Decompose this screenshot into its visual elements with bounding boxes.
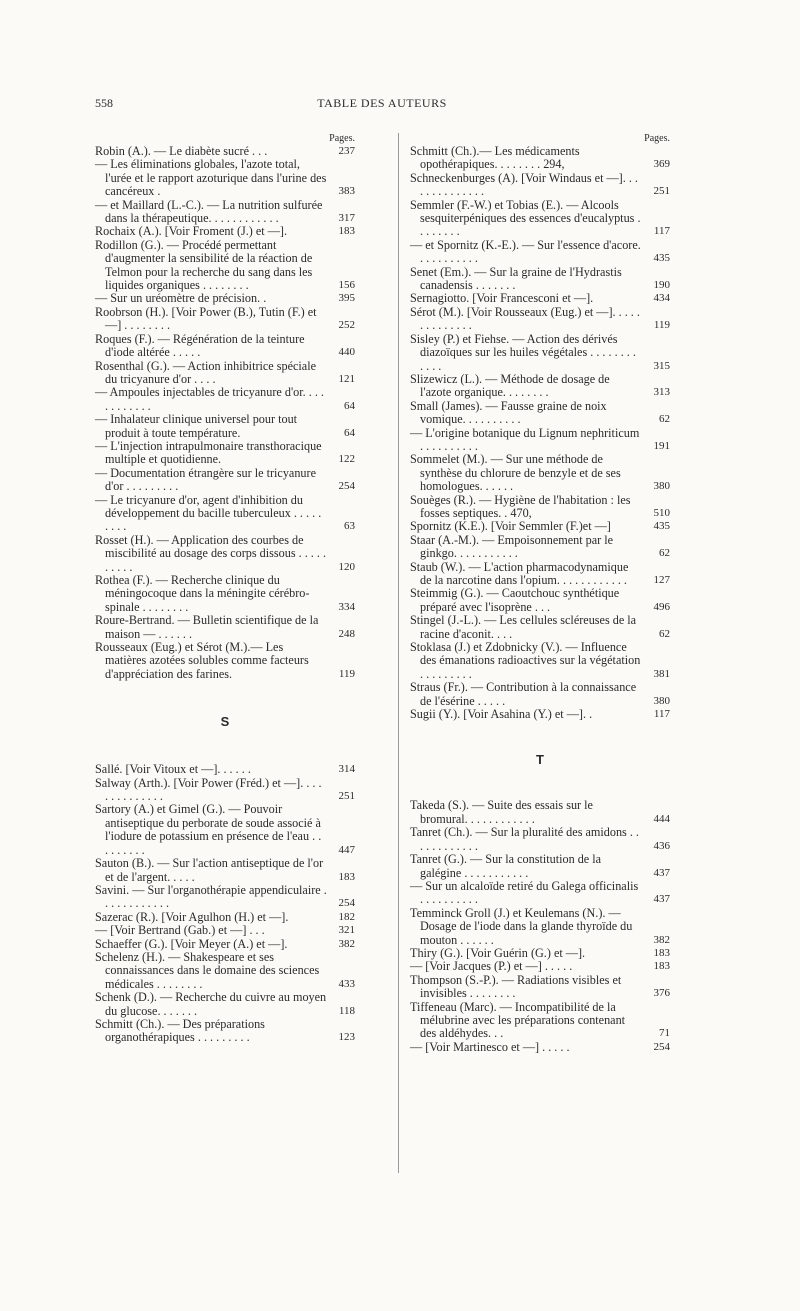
entry-text: Robin (A.). — Le diabète sucré . . . [95,144,268,158]
page-header [95,96,669,114]
index-entry [95,467,355,494]
entry-text: Rosenthal (G.). — Action inhibitrice spéciale du tricyanure d'or . . . . [95,358,317,386]
entry-text: — L'injection intrapulmonaire transthoracique multiple et quotidienne. [95,438,322,467]
entry-text: Semmler (F.-W.) et Tobias (E.). — Alcools sesquiterpéniques des essences d'eucalyptus . . . . . . . . [410,197,641,239]
entry-page-number: 334 [338,600,355,613]
index-entry [95,413,355,440]
entry-text: Rousseaux (Eug.) et Sérot (M.).— Les matières azotées solubles comme facteurs d'appréciation des farines. [95,640,309,681]
entry-page-number: 444 [653,812,670,825]
index-entry [410,333,670,373]
entry-text: Temminck Groll (J.) et Keulemans (N.). — Dosage de l'iode dans la glande thyroïde du mouton . . . . . . [410,905,633,947]
index-entry [410,561,670,588]
index-entry [410,172,670,199]
pages-heading: Pages. [329,133,355,144]
entry-text: — et Maillard (L.-C.). — La nutrition sulfurée dans la thérapeutique. . . . . . . . . . . . [95,197,323,226]
entry-text: Staar (A.-M.). — Empoisonnement par le ginkgo. . . . . . . . . . . [410,532,614,561]
entry-page-number: 436 [653,839,670,852]
entry-page-number: 510 [653,506,670,519]
entry-text: — [Voir Bertrand (Gab.) et —] . . . [95,923,265,938]
entry-page-number: 315 [653,359,670,372]
index-entry [410,960,670,973]
entry-page-number: 382 [338,937,355,950]
entry-text: Schelenz (H.). — Shakespeare et ses connaissances dans le domaine des sciences médicales . . . . . . . . [95,949,320,991]
index-entry [410,826,670,853]
index-entry [95,386,355,413]
entry-text: Schaeffer (G.). [Voir Meyer (A.) et —]. [95,936,288,951]
entry-text: Schmitt (Ch.). — Des préparations organothérapiques . . . . . . . . . [95,1016,265,1045]
entry-text: Spornitz (K.E.). [Voir Semmler (F.)et —] [410,519,611,534]
entry-page-number: 254 [338,480,355,493]
left-entry-list [95,145,355,681]
index-entry [410,974,670,1001]
index-entry [95,440,355,467]
entry-page-number: 191 [653,439,670,452]
entry-text: Sernagiotto. [Voir Francesconi et —]. [410,291,594,306]
entry-text: Small (James). — Fausse graine de noix vomique. . . . . . . . . . [410,398,607,427]
index-entry [95,199,355,226]
page-title: TABLE DES AUTEURS [317,96,447,110]
index-entry [95,991,355,1018]
entry-text: Sugii (Y.). [Voir Asahina (Y.) et —]. . [410,707,593,722]
entry-page-number: 437 [653,893,670,906]
right-entry-list [410,145,670,721]
entry-page-number: 119 [653,319,670,332]
entry-page-number: 376 [653,987,670,1000]
entry-text: Roure-Bertrand. — Bulletin scientifique de la maison — . . . . . . [95,613,319,641]
entry-page-number: 381 [653,667,670,680]
entry-page-number: 182 [338,910,355,923]
entry-page-number: 64 [344,399,355,412]
entry-text: Tiffeneau (Marc). — Incompatibilité de la mélubrine avec les préparations contenant des aldéhydes. . . [410,999,626,1041]
entry-page-number: 122 [338,453,355,466]
entry-page-number: 237 [338,145,355,157]
entry-text: Straus (Fr.). — Contribution à la connaissance de l'ésérine . . . . . [410,680,637,708]
index-entry [410,306,670,333]
index-entry [410,534,670,561]
column-divider [398,133,399,1173]
index-entry [410,373,670,400]
entry-page-number: 156 [338,279,355,292]
entry-text: — [Voir Martinesco et —] . . . . . [410,1039,570,1054]
index-entry [410,494,670,521]
index-entry [95,803,355,857]
index-entry [95,614,355,641]
entry-text: Sauton (B.). — Sur l'action antiseptique de l'or et de l'argent. . . . . [95,856,324,884]
entry-text: — Sur un alcaloïde retiré du Galega officinalis . . . . . . . . . . [410,878,639,907]
entry-page-number: 380 [653,480,670,493]
entry-page-number: 117 [653,708,670,721]
entry-text: Salway (Arth.). [Voir Power (Fréd.) et —]. . . . . . . . . . . . . . [95,775,322,804]
index-entry [410,145,670,172]
entry-text: Senet (Em.). — Sur la graine de l'Hydrastis canadensis . . . . . . . [410,264,622,293]
entry-page-number: 63 [344,520,355,533]
entry-page-number: 380 [653,694,670,707]
entry-page-number: 313 [653,386,670,399]
entry-text: Rosset (H.). — Application des courbes de miscibilité au dosage des corps dissous . . . . . . . . . . [95,532,327,574]
entry-page-number: 317 [338,212,355,225]
index-entry [95,911,355,924]
entry-page-number: 440 [338,346,355,359]
entry-text: Rodillon (G.). — Procédé permettant d'augmenter la sensibilité de la réaction de Telmon pour la recherche du sang dans les liquides organiques . . . . . . . . [95,237,313,293]
entry-page-number: 62 [659,413,670,426]
section-heading-s: S [220,714,230,730]
entry-page-number: 183 [653,946,670,959]
entry-text: — Les éliminations globales, l'azote total, l'urée et le rapport azoturique dans l'urine des cancéreux . [95,157,327,199]
index-entry [410,239,670,266]
index-entry [95,1018,355,1045]
entry-text: — Inhalateur clinique universel pour tout produit à toute température. [95,412,298,440]
entry-page-number: 127 [653,574,670,586]
entry-text: — Le tricyanure d'or, agent d'inhibition du développement du bacille tuberculeux . . . . . . . . . [95,492,322,534]
entry-text: Sérot (M.). [Voir Rousseaux (Eug.) et —]. . . . . . . . . . . . . . [410,304,640,333]
entry-text: Sisley (P.) et Fiehse. — Action des dérivés diazoïques sur les huiles végétales . . . . . . . . . . . . [410,331,636,373]
entry-text: Steimmig (G.). — Caoutchouc synthétique préparé avec l'isoprène . . . [410,586,620,614]
entry-text: Schneckenburges (A). [Voir Windaus et —]. . . . . . . . . . . . . . [410,170,638,199]
entry-text: — Ampoules injectables de tricyanure d'or. . . . . . . . . . . . [95,385,324,413]
entry-page-number: 62 [659,547,670,560]
entry-page-number: 496 [653,600,670,613]
index-entry [410,199,670,239]
entry-page-number: 321 [338,924,355,937]
entry-page-number: 121 [338,372,355,385]
index-entry [95,857,355,884]
index-entry [95,938,355,951]
index-entry [95,333,355,360]
index-entry [410,453,670,493]
entry-text: Souèges (R.). — Hygiène de l'habitation : les fosses septiques. . 470, [410,492,631,520]
entry-text: Stingel (J.-L.). — Les cellules scléreuses de la racine d'aconit. . . . [410,613,637,641]
index-entry [410,907,670,947]
index-entry [410,427,670,454]
index-entry [95,494,355,534]
index-entry [410,1001,670,1041]
entry-page-number: 254 [653,1040,670,1053]
entry-page-number: 395 [338,292,355,305]
index-entry [410,400,670,427]
entry-text: Tanret (Ch.). — Sur la pluralité des amidons . . . . . . . . . . . . [410,825,639,853]
index-entry [410,853,670,880]
entry-page-number: 119 [338,667,355,680]
index-entry [95,225,355,238]
index-entry [410,947,670,960]
entry-text: Rochaix (A.). [Voir Froment (J.) et —]. [95,224,288,239]
index-entry [410,292,670,305]
entry-text: Roobrson (H.). [Voir Power (B.), Tutin (F.) et —] . . . . . . . . [95,304,317,333]
entry-page-number: 64 [344,426,355,439]
index-entry [410,708,670,721]
index-entry [410,880,670,907]
entry-text: Savini. — Sur l'organothérapie appendiculaire . . . . . . . . . . . . [95,882,327,911]
index-entry [95,292,355,305]
entry-text: Thompson (S.-P.). — Radiations visibles et invisibles . . . . . . . . [410,972,622,1001]
entry-page-number: 251 [653,185,670,198]
index-entry [95,306,355,333]
index-entry [95,951,355,991]
entry-text: Tanret (G.). — Sur la constitution de la galégine . . . . . . . . . . . [410,852,602,880]
section-heading-t: T [536,752,544,768]
right-column [410,132,670,1054]
entry-text: Stoklasa (J.) et Zdobnicky (V.). — Influence des émanations radioactives sur la végétation . . . . . . . . . [410,640,641,681]
entry-page-number: 383 [338,185,355,198]
entry-text: Slizewicz (L.). — Méthode de dosage de l'azote organique. . . . . . . . [410,371,610,400]
entry-page-number: 248 [338,627,355,640]
index-entry [95,534,355,574]
index-entry [410,520,670,533]
entry-text: Roques (F.). — Régénération de la teinture d'iode altérée . . . . . [95,331,305,360]
entry-page-number: 447 [338,843,355,856]
right-entry-list-t [410,799,670,1054]
index-entry [95,239,355,293]
entry-page-number: 251 [338,790,355,803]
entry-text: Schmitt (Ch.).— Les médicaments opothérapiques. . . . . . . . 294, [410,144,580,172]
page-number: 558 [95,96,113,110]
index-entry [95,924,355,937]
index-entry [95,763,355,776]
entry-page-number: 183 [653,960,670,973]
entry-page-number: 382 [653,933,670,946]
entry-page-number: 252 [338,319,355,332]
index-entry [410,1041,670,1054]
entry-text: — et Spornitz (K.-E.). — Sur l'essence d'acore. . . . . . . . . . . [410,237,641,266]
entry-page-number: 183 [338,870,355,883]
index-entry [95,641,355,681]
entry-text: Rothea (F.). — Recherche clinique du méningocoque dans la méningite cérébro-spinale . . . . . . . . [95,573,310,614]
pages-heading: Pages. [644,133,670,144]
entry-page-number: 118 [338,1004,355,1017]
index-entry [95,158,355,198]
entry-page-number: 183 [338,225,355,238]
entry-page-number: 71 [659,1027,670,1040]
entry-page-number: 120 [338,560,355,573]
entry-page-number: 434 [653,292,670,305]
entry-text: Sallé. [Voir Vitoux et —]. . . . . . [95,762,251,777]
entry-text: Thiry (G.). [Voir Guérin (G.) et —]. [410,945,586,960]
left-entry-list-s [95,763,355,1045]
entry-text: — [Voir Jacques (P.) et —] . . . . . [410,959,573,974]
entry-page-number: 437 [653,866,670,879]
entry-text: Staub (W.). — L'action pharmacodynamique de la narcotine dans l'opium. . . . . . . . . . . . [410,559,629,587]
entry-page-number: 190 [653,279,670,292]
index-entry [95,777,355,804]
index-entry [95,884,355,911]
entry-page-number: 117 [653,225,670,238]
entry-text: Takeda (S.). — Suite des essais sur le bromural. . . . . . . . . . . . [410,798,593,826]
entry-text: Schenk (D.). — Recherche du cuivre au moyen du glucose. . . . . . . [95,990,327,1018]
entry-page-number: 435 [653,520,670,533]
index-entry [410,681,670,708]
left-column [95,132,355,1045]
entry-page-number: 433 [338,977,355,990]
index-entry [410,641,670,681]
entry-page-number: 123 [338,1031,355,1044]
index-entry [410,799,670,826]
entry-text: — Documentation étrangère sur le tricyanure d'or . . . . . . . . . [95,465,316,494]
entry-page-number: 62 [659,627,670,640]
index-entry [95,145,355,158]
index-entry [95,360,355,387]
entry-page-number: 435 [653,252,670,265]
entry-text: Sazerac (R.). [Voir Agulhon (H.) et —]. [95,909,289,924]
index-entry [95,574,355,614]
index-entry [410,614,670,641]
index-entry [410,266,670,293]
entry-text: — L'origine botanique du Lignum nephriticum . . . . . . . . . . [410,425,640,453]
entry-text: Sommelet (M.). — Sur une méthode de synthèse du chlorure de benzyle et de ses homologues. . . . . . [410,452,621,494]
entry-page-number: 369 [653,158,670,171]
entry-page-number: 254 [338,897,355,910]
index-entry [410,587,670,614]
entry-text: — Sur un uréomètre de précision. . [95,291,267,306]
entry-text: Sartory (A.) et Gimel (G.). — Pouvoir antiseptique du perborate de soude associé à l'iodure de potassium en présence de l'eau . . . . . . . . . [95,802,322,857]
entry-page-number: 314 [338,763,355,776]
